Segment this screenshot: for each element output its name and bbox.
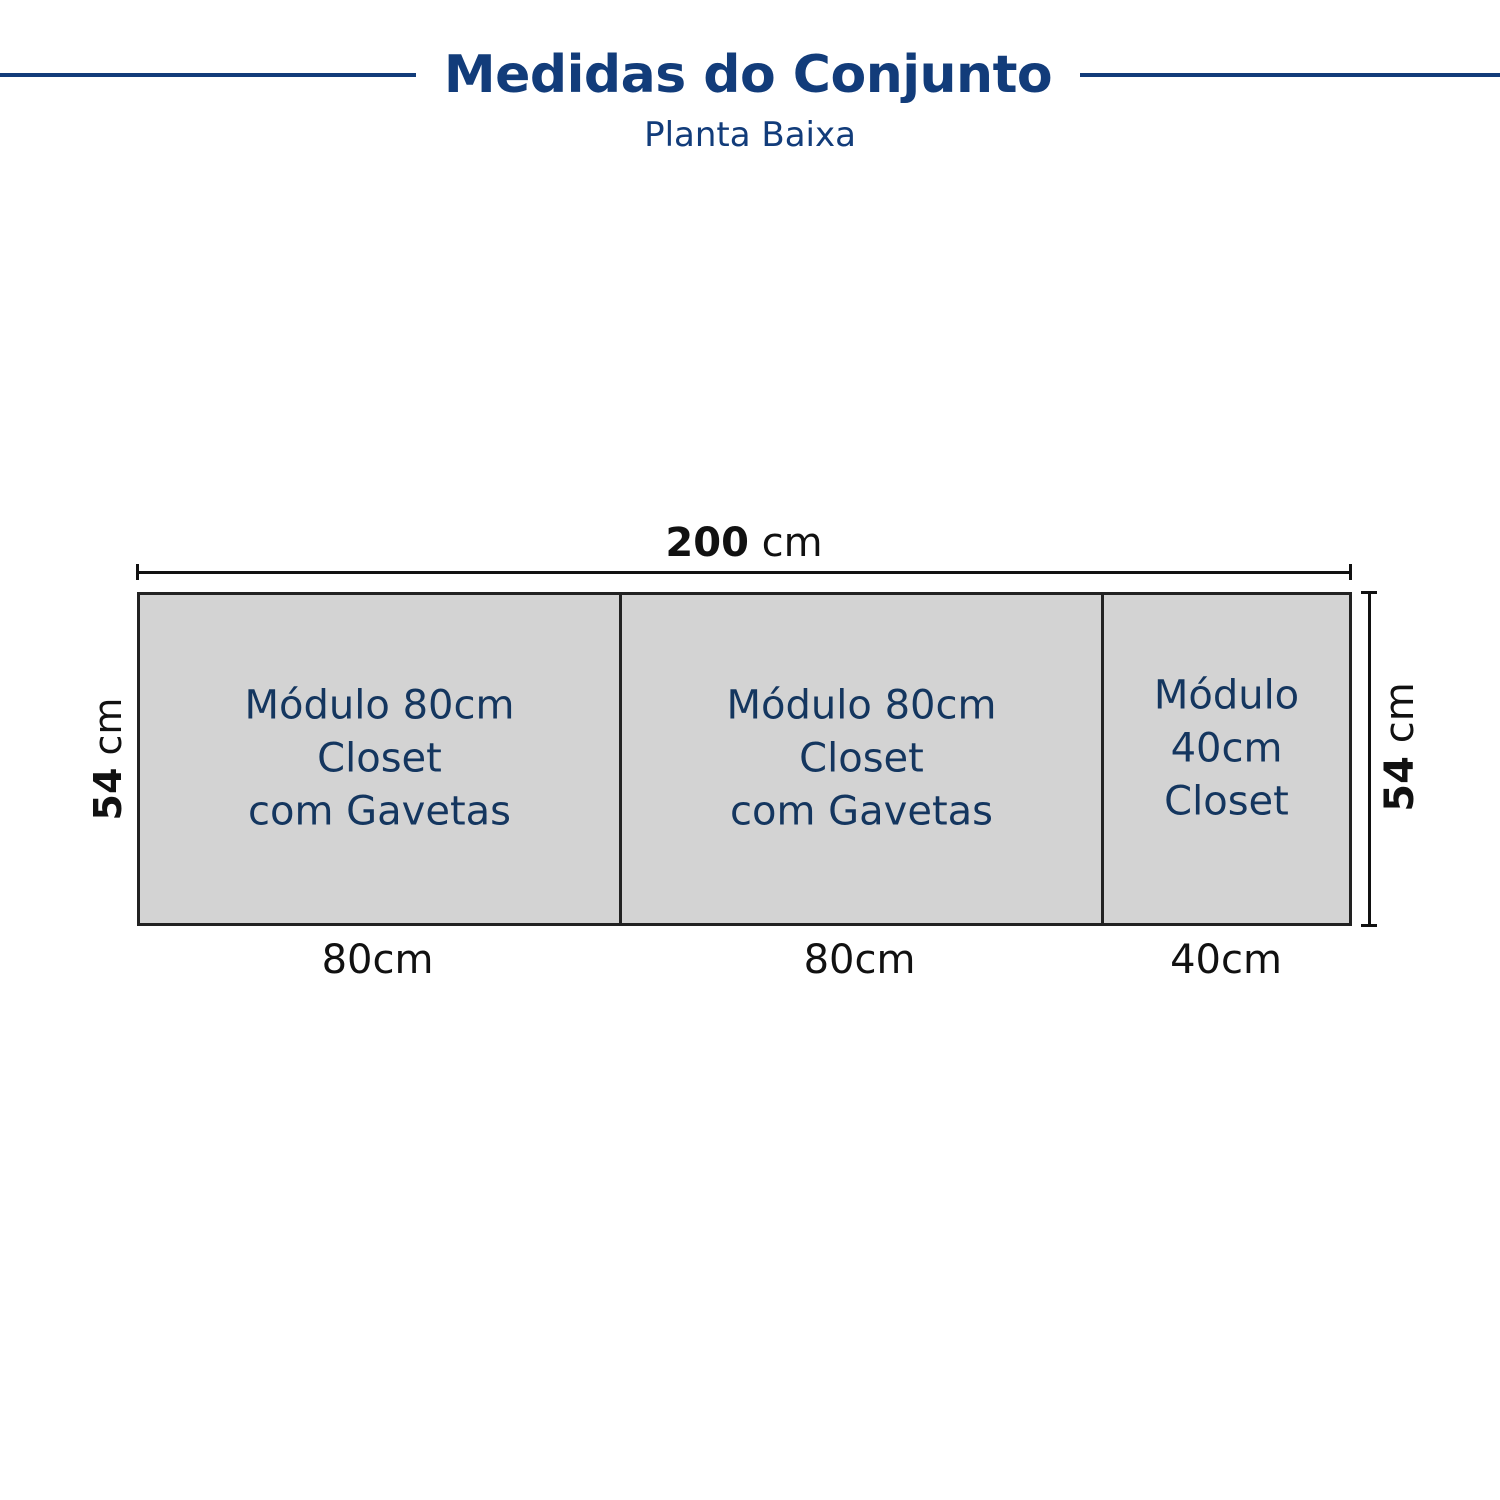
module-2-label-line-1: Módulo 80cm (726, 682, 997, 729)
left-depth-unit: cm (86, 697, 130, 756)
right-depth-value: 54 (1377, 756, 1423, 812)
page-subtitle: Planta Baixa (644, 115, 856, 155)
module-3-width-label: 40cm (1170, 937, 1282, 983)
title-rule-right (1080, 73, 1500, 77)
module-3-label-line-2: 40cm (1170, 725, 1283, 772)
overall-width-value: 200 (665, 520, 749, 566)
module-1-label (140, 680, 619, 839)
module-3-label (1104, 670, 1349, 829)
page-title: Medidas do Conjunto (443, 45, 1053, 105)
module-1-label-line-2: Closet (317, 735, 442, 782)
depth-tick-bottom (1361, 924, 1377, 927)
module-1 (137, 592, 622, 926)
right-depth-unit: cm (1377, 682, 1423, 744)
overall-width-tick-left (136, 564, 139, 580)
module-2-label-line-3: com Gavetas (730, 788, 993, 835)
module-1-label-line-1: Módulo 80cm (244, 682, 515, 729)
depth-tick-top (1361, 591, 1377, 594)
module-2-label (622, 680, 1101, 839)
module-2 (619, 592, 1104, 926)
module-1-label-line-3: com Gavetas (248, 788, 511, 835)
module-3 (1101, 592, 1352, 926)
overall-width-dimension-line (137, 571, 1351, 574)
module-1-width-label: 80cm (321, 937, 434, 983)
overall-width-tick-right (1349, 564, 1352, 580)
module-2-label-line-2: Closet (799, 735, 924, 782)
header (0, 40, 1500, 110)
module-2-width-label: 80cm (803, 937, 916, 983)
left-depth-label (78, 659, 138, 859)
overall-width-unit: cm (761, 520, 823, 566)
right-depth-label (1370, 637, 1430, 857)
module-3-label-line-1: Módulo (1153, 672, 1300, 719)
title-rule-left (0, 73, 416, 77)
overall-width-label (137, 515, 1351, 571)
module-3-label-line-3: Closet (1164, 778, 1289, 825)
left-depth-value: 54 (86, 767, 130, 821)
